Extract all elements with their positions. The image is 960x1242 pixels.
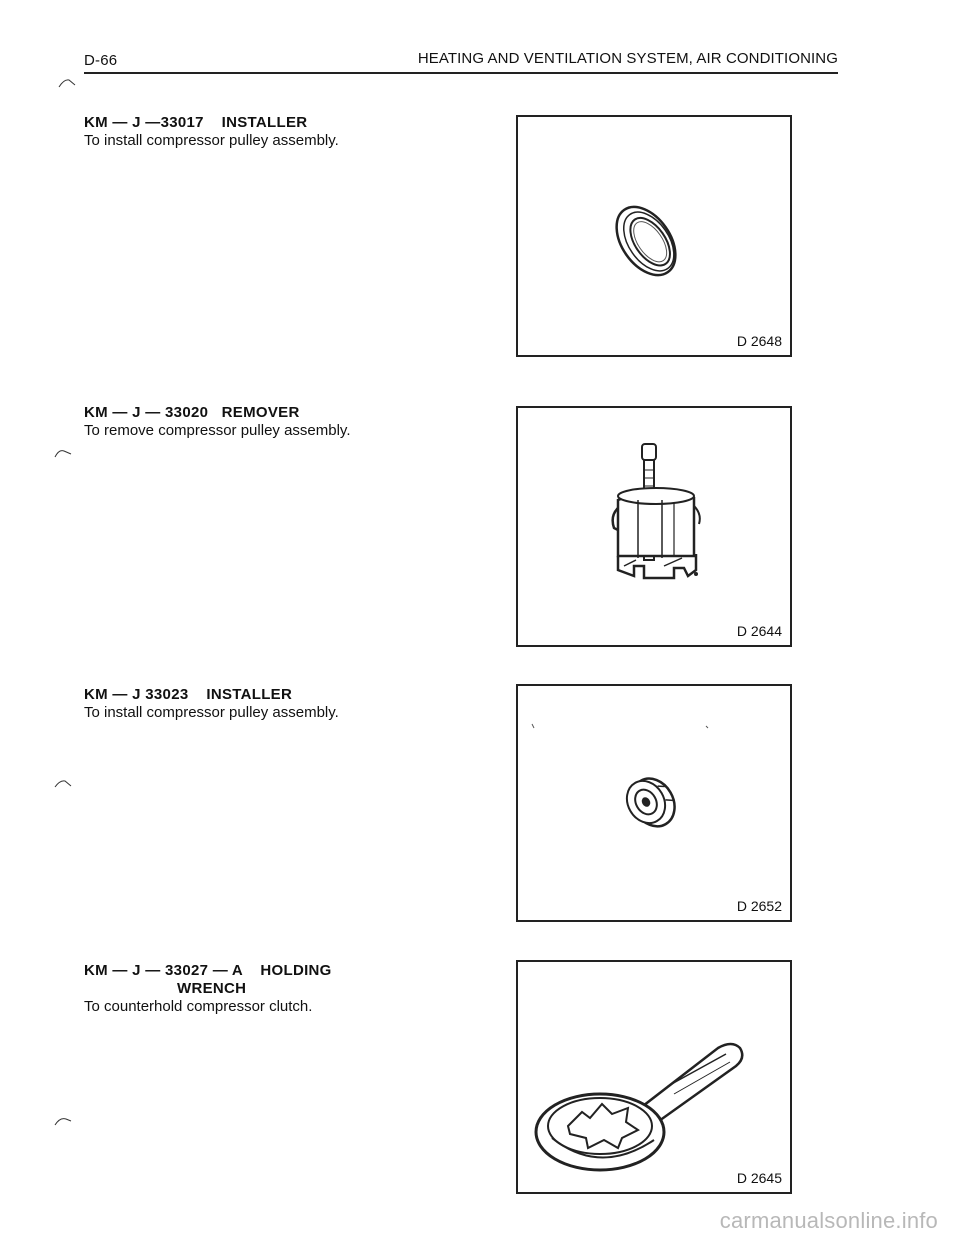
figure-box (516, 115, 792, 357)
section-title: HEATING AND VENTILATION SYSTEM, AIR CONDITIONING (417, 50, 838, 67)
tool-description: To counterhold compressor clutch. (84, 998, 313, 1015)
ring-icon (518, 117, 794, 359)
tool-heading: KM — J 33023 INSTALLER (84, 686, 293, 703)
holding-wrench-icon (518, 962, 794, 1196)
tool-description: To remove compressor pulley assembly. (84, 422, 351, 439)
figure-code: D 2648 (736, 333, 782, 349)
tool-heading: KM — J — 33027 — A HOLDING (84, 962, 332, 979)
figure-box (516, 406, 792, 647)
margin-tick-mark (54, 778, 72, 788)
figure-code: D 2652 (736, 898, 782, 914)
tool-heading: KM — J — 33020 REMOVER (84, 404, 300, 421)
puller-icon (518, 408, 794, 649)
watermark: carmanualsonline.info (719, 1208, 938, 1233)
margin-tick-mark (58, 78, 76, 88)
installer-disc-icon (518, 686, 794, 924)
figure-box (516, 960, 792, 1194)
header-rule (84, 72, 838, 74)
page-number: D-66 (84, 52, 118, 69)
tool-description: To install compressor pulley assembly. (84, 132, 339, 149)
tool-heading: KM — J —33017 INSTALLER (84, 114, 308, 131)
tool-description: To install compressor pulley assembly. (84, 704, 339, 721)
tool-heading-continuation: WRENCH (177, 980, 247, 997)
figure-box (516, 684, 792, 922)
figure-code: D 2645 (736, 1170, 782, 1186)
margin-tick-mark (54, 1116, 72, 1126)
figure-code: D 2644 (736, 623, 782, 639)
margin-tick-mark (54, 448, 72, 458)
